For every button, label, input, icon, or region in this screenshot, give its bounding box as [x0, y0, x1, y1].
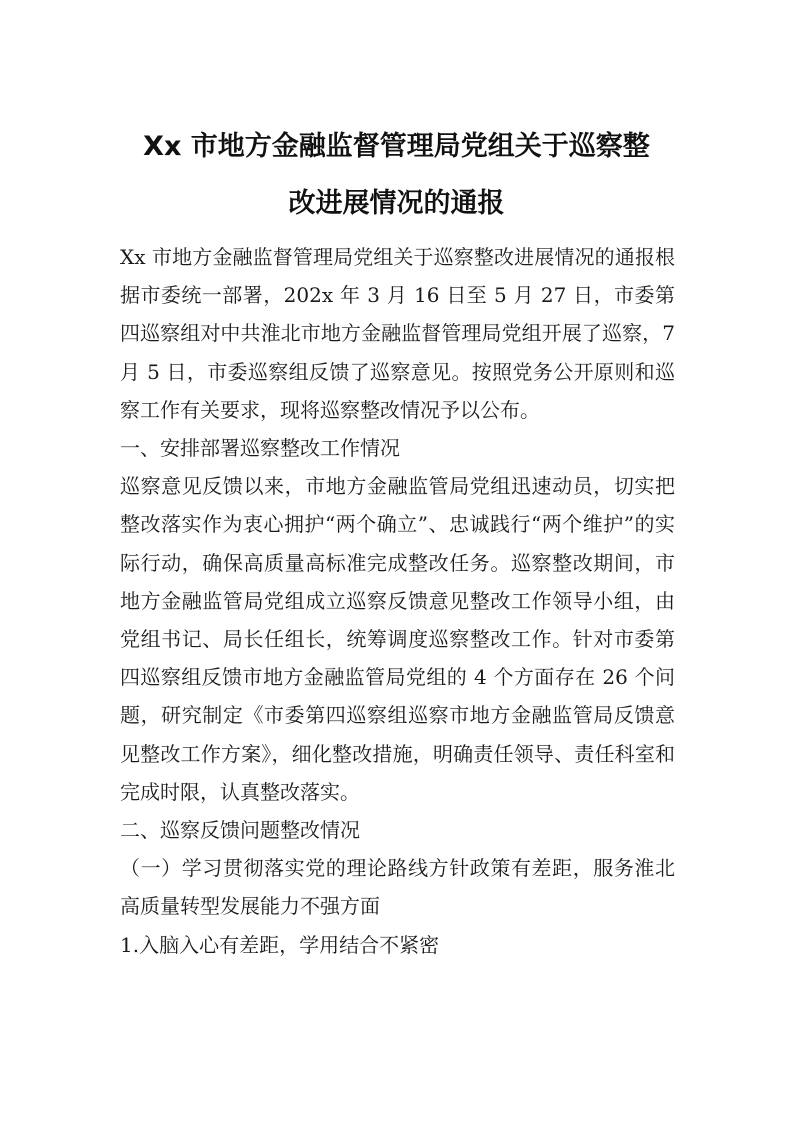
subsection-heading-1: （一）学习贯彻落实党的理论路线方针政策有差距，服务淮北高质量转型发展能力不强方面	[120, 856, 675, 919]
item-heading-1: 1.入脑入心有差距，学用结合不紧密	[120, 932, 440, 957]
body-paragraph: 巡察意见反馈以来，市地方金融监管局党组迅速动员，切实把整改落实作为衷心拥护“两个确立”、忠诚践行“两个维护”的实际行动，确保高质量高标准完成整改任务。巡察整改期间，市地方金融监管局党组成立巡察反馈意见整改工作领导小组，由党组书记、局长任组长，统筹调度巡察整改工作。针对市委第四巡察组反馈市地方金融监管局党组的 4 个方面存在 26 个问题，研究制定《市委第四巡察组巡察市地方金融监管局反馈意见整改工作方案》，细化整改措施，明确责任领导、责任科室和完成时限，认真整改落实。	[120, 474, 675, 804]
document-title	[100, 118, 693, 232]
title-line-1: Xx 市地方金融监督管理局党组关于巡察整	[143, 131, 650, 162]
document-body	[120, 238, 675, 964]
section-heading-2: 二、巡察反馈问题整改情况	[120, 818, 360, 843]
title-line-2: 改进展情况的通报	[288, 188, 505, 219]
section-heading-1: 一、安排部署巡察整改工作情况	[120, 436, 400, 461]
intro-paragraph: Xx 市地方金融监督管理局党组关于巡察整改进展情况的通报根据市委统一部署，202x 年 3 月 16 日至 5 月 27 日，市委第四巡察组对中共淮北市地方金融监督管理局党组开展了巡察，7 月 5 日，市委巡察组反馈了巡察意见。按照党务公开原则和巡察工作有关要求，现将巡察整改情况予以公布。	[120, 245, 675, 422]
